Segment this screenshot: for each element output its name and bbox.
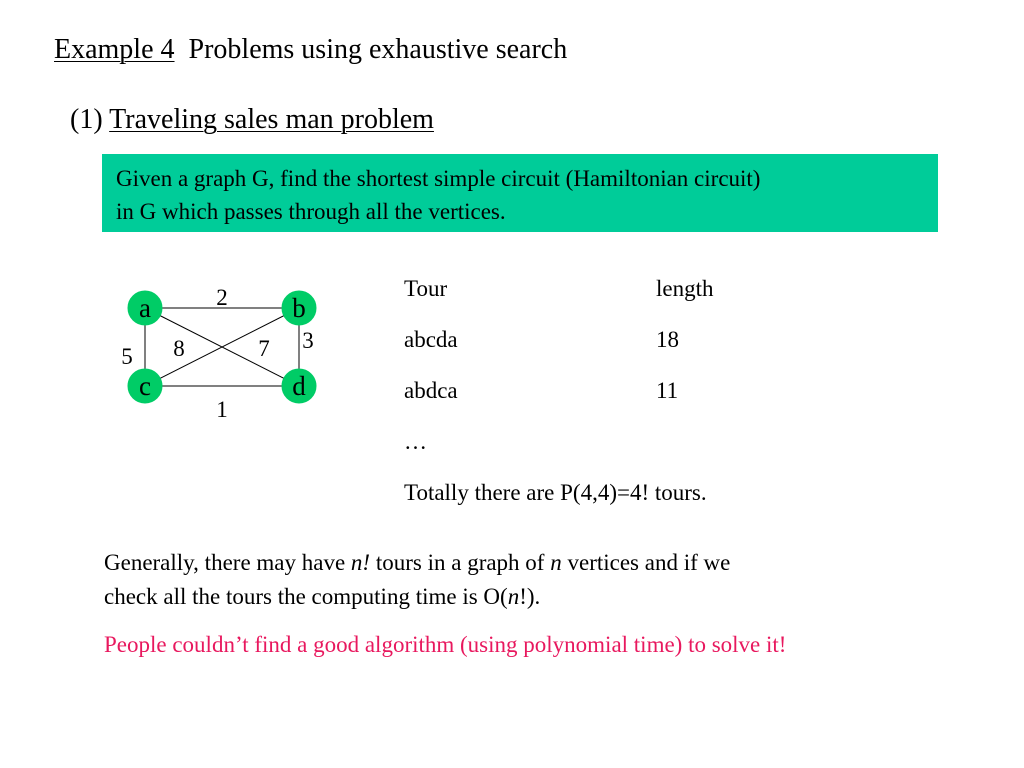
- general-statement: [104, 546, 730, 614]
- general-text-3: vertices and if we: [561, 550, 731, 575]
- slide-title: [54, 34, 567, 66]
- tour-total: Totally there are P(4,4)=4! tours.: [404, 480, 707, 505]
- weight-bd: 3: [302, 328, 314, 353]
- example-label: Example 4: [54, 34, 175, 65]
- node-a: [128, 291, 162, 325]
- tour-row-1-length: 18: [656, 327, 679, 352]
- tsp-graph: [100, 280, 340, 430]
- tour-row-2-length: 11: [656, 378, 679, 403]
- tour-header: Tour: [404, 276, 448, 301]
- node-a-label: a: [139, 293, 151, 323]
- node-d: [282, 369, 316, 403]
- weight-ab: 2: [216, 285, 228, 310]
- weight-bc: 7: [258, 336, 270, 361]
- general-text-5: !).: [519, 584, 541, 609]
- general-line-2: [104, 580, 730, 614]
- definition-line-2: in G which passes through all the vertices.: [116, 199, 506, 224]
- general-line-1: [104, 546, 730, 580]
- node-c-label: c: [139, 371, 151, 401]
- general-text-2: tours in a graph of: [370, 550, 551, 575]
- general-complexity-n: n: [507, 584, 520, 609]
- general-text-4: check all the tours the computing time is O(: [104, 584, 508, 609]
- section-title: Traveling sales man problem: [109, 104, 434, 135]
- definition-box: [102, 154, 938, 232]
- node-c: [128, 369, 162, 403]
- length-header: length: [656, 276, 714, 301]
- conclusion-note: People couldn’t find a good algorithm (using polynomial time) to solve it!: [104, 632, 787, 657]
- tour-row-1-tour: abcda: [404, 327, 458, 352]
- section-heading: [70, 104, 434, 136]
- definition-line-1: Given a graph G, find the shortest simple circuit (Hamiltonian circuit): [116, 166, 761, 191]
- weight-cd: 1: [216, 397, 228, 422]
- section-number: (1): [70, 104, 110, 135]
- title-text: Problems using exhaustive search: [188, 34, 568, 65]
- node-b: [282, 291, 316, 325]
- node-d-label: d: [292, 371, 306, 401]
- general-n-factorial: n!: [350, 550, 371, 575]
- tour-row-2-tour: abdca: [404, 378, 458, 403]
- weight-ad: 8: [173, 336, 185, 361]
- general-n: n: [550, 550, 562, 575]
- node-b-label: b: [292, 293, 306, 323]
- tour-ellipsis: …: [404, 429, 427, 454]
- weight-ac: 5: [121, 344, 133, 369]
- general-text-1: Generally, there may have: [104, 550, 351, 575]
